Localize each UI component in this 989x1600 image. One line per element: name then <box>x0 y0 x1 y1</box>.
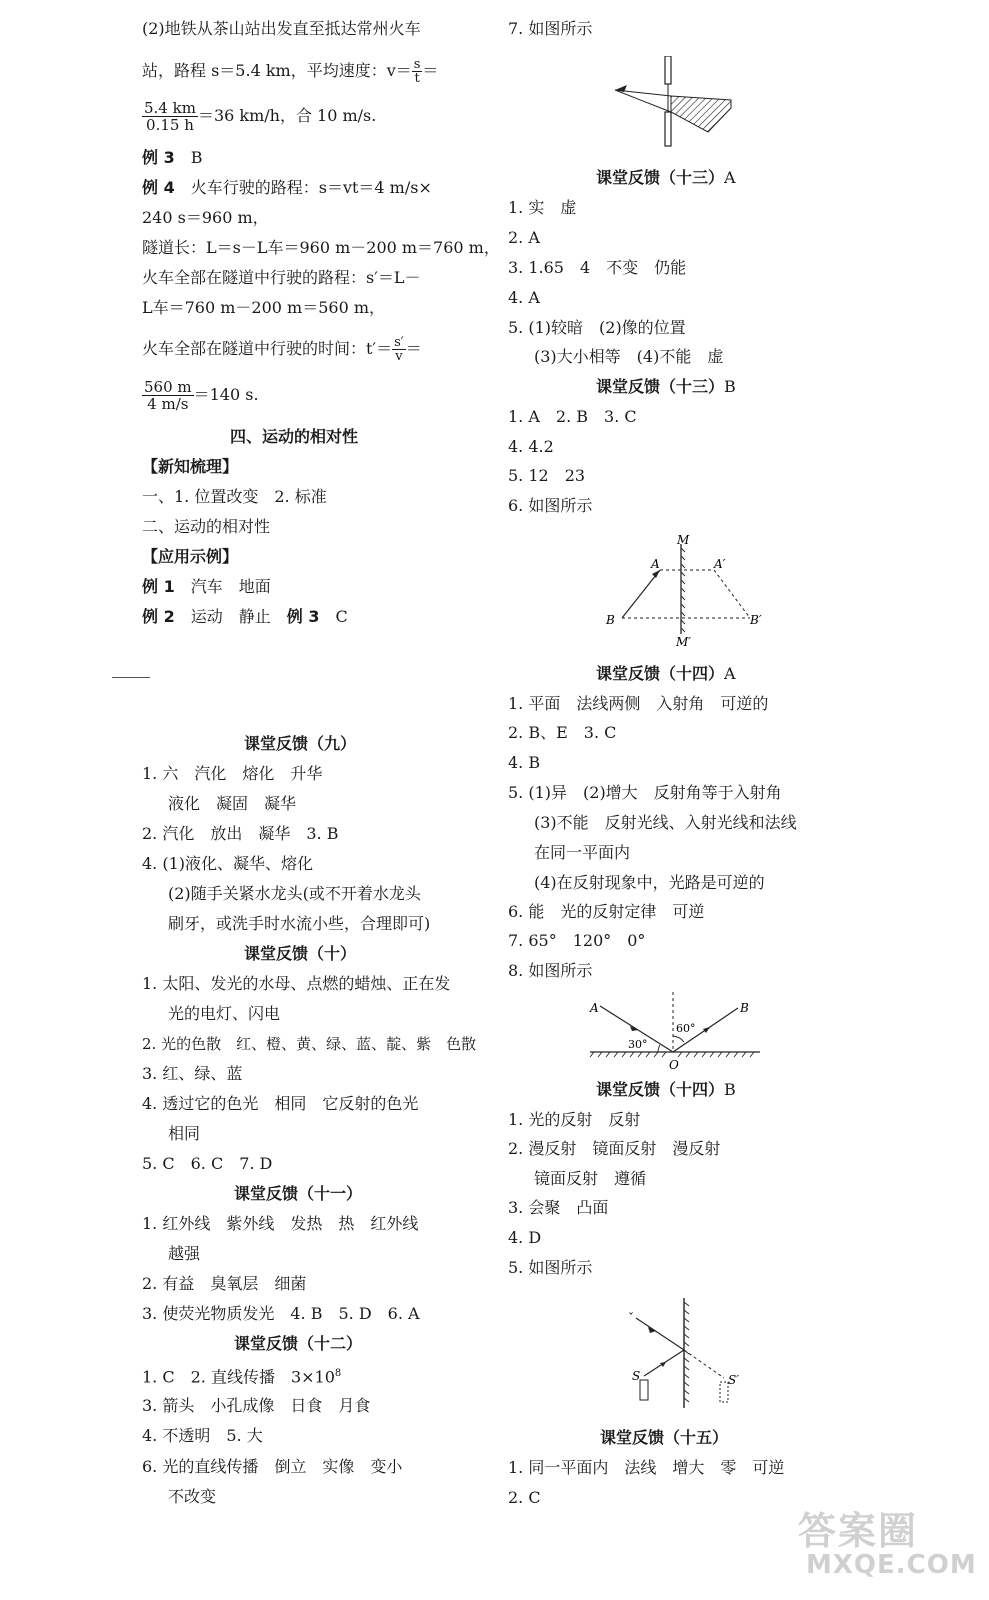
watermark-logo: 答案圈 <box>798 1509 919 1553</box>
example-label: 例 1 <box>142 577 175 596</box>
text-line: 240 s＝960 m， <box>142 208 269 227</box>
text-line <box>142 336 422 363</box>
text-line: 5. 12 23 <box>508 466 586 485</box>
example-label: 例 3 <box>286 607 320 626</box>
answer: 汽车 地面 <box>190 577 271 596</box>
answer: 火车行驶的路程：s＝vt＝4 m/s× <box>190 178 432 197</box>
label-b: B <box>740 1001 749 1015</box>
answer: B <box>190 148 203 167</box>
text-line: (3)大小相等 (4)不能 虚 <box>534 347 724 366</box>
text-line: 隧道长：L＝s－L车＝960 m－200 m＝760 m， <box>142 238 500 257</box>
text-line: 3. 红、绿、蓝 <box>142 1064 243 1083</box>
section-suffix: B <box>724 377 736 396</box>
text-line: 在同一平面内 <box>534 843 631 862</box>
text-part: ＝36 km/h，合 10 m/s. <box>197 106 377 125</box>
denominator: 4 m/s <box>147 395 189 413</box>
label-s: S <box>632 1369 641 1383</box>
text-line: 4. 透过它的色光 相同 它反射的色光 <box>142 1094 419 1113</box>
text-line: (2)随手关紧水龙头(或不开着水龙头 <box>168 884 421 903</box>
text-line: 越强 <box>168 1244 201 1263</box>
text-line: 不改变 <box>168 1487 217 1506</box>
text-line <box>142 607 348 627</box>
text-line: 2. 汽化 放出 凝华 3. B <box>142 824 339 843</box>
text-line: 4. B <box>508 753 541 772</box>
text-line: 1. 红外线 紫外线 发热 热 红外线 <box>142 1214 419 1233</box>
section-title-text: 课堂反馈（十四） <box>596 664 725 683</box>
section-title: 课堂反馈（十） <box>244 944 357 963</box>
text-line: 1. 六 汽化 熔化 升华 <box>142 764 323 783</box>
text-line: 液化 凝固 凝华 <box>168 794 297 813</box>
text-line: 1. 实 虚 <box>508 198 577 217</box>
text-line: 3. 1.65 4 不变 仍能 <box>508 258 687 277</box>
text-line: 镜面反射 遵循 <box>534 1169 647 1188</box>
text-line: 光的电灯、闪电 <box>168 1004 281 1023</box>
angle-incidence: 30° <box>628 1038 648 1051</box>
label-a-prime: A′ <box>714 557 726 571</box>
text-part: ＝ <box>405 339 422 358</box>
numerator: s <box>413 57 421 72</box>
text-part: 1. C 2. 直线传播 3×10 <box>142 1367 335 1387</box>
label-b-prime: B′ <box>750 613 762 627</box>
virtual-image-figure <box>626 1296 746 1416</box>
text-line: 1. 太阳、发光的水母、点燃的蜡烛、正在发 <box>142 974 451 993</box>
text-line: 5. C 6. C 7. D <box>142 1154 273 1173</box>
section-title: 课堂反馈（九） <box>244 734 357 753</box>
text-line: 相同 <box>168 1124 201 1143</box>
text-line: 6. 如图所示 <box>508 496 593 515</box>
text-line: 2. B、E 3. C <box>508 723 617 742</box>
denominator: 0.15 h <box>146 116 194 134</box>
text-line: (3)不能 反射光线、入射光线和法线 <box>534 813 797 832</box>
text-part: 站，路程 s＝5.4 km，平均速度：v＝ <box>142 61 412 80</box>
denominator: v <box>395 349 403 364</box>
fraction <box>392 336 406 363</box>
text-line: 7. 如图所示 <box>508 19 593 38</box>
fraction <box>142 100 198 133</box>
example-label: 例 3 <box>142 148 175 167</box>
example-label: 例 4 <box>142 178 175 197</box>
text-line: 1. 平面 法线两侧 入射角 可逆的 <box>508 694 769 713</box>
text-line: 6. 光的直线传播 倒立 实像 变小 <box>142 1457 403 1476</box>
text-line: 1. 同一平面内 法线 增大 零 可逆 <box>508 1458 785 1477</box>
text-line: 3. 会聚 凸面 <box>508 1198 609 1217</box>
section-title-text: 课堂反馈（十三） <box>596 377 725 396</box>
section-title <box>596 664 736 684</box>
text-line: 2. A <box>508 228 540 247</box>
numerator: 560 m <box>144 378 192 396</box>
section-title: 课堂反馈（十二） <box>234 1334 363 1353</box>
text-part: ＝140 s. <box>193 385 259 404</box>
section-title <box>596 377 736 397</box>
text-line: 二、运动的相对性 <box>142 517 271 536</box>
text-line <box>142 148 203 168</box>
text-line: 4. (1)液化、凝华、熔化 <box>142 854 314 873</box>
text-line: 7. 65° 120° 0° <box>508 931 646 950</box>
text-line: 4. A <box>508 288 540 307</box>
label-o: O <box>669 1058 679 1072</box>
text-line: 3. 使荧光物质发光 4. B 5. D 6. A <box>142 1304 420 1323</box>
label-a: A <box>651 557 660 571</box>
denominator: t <box>414 71 420 86</box>
text-part: 火车全部在隧道中行驶的时间：t′＝ <box>142 339 393 358</box>
label-s-prime: S′ <box>728 1373 739 1387</box>
top-mark: ˇ <box>628 1311 634 1325</box>
text-line: 8. 如图所示 <box>508 961 593 980</box>
section-title <box>596 1080 736 1100</box>
section-title: 四、运动的相对性 <box>230 427 359 446</box>
label-a: A <box>590 1001 599 1015</box>
section-suffix: B <box>724 1080 736 1099</box>
reflection-figure <box>588 990 768 1072</box>
text-line: 6. 能 光的反射定律 可逆 <box>508 902 705 921</box>
section-title <box>596 168 736 188</box>
fraction <box>412 58 423 85</box>
text-line: 一、1. 位置改变 2. 标准 <box>142 487 327 506</box>
text-line: 2. C <box>508 1488 541 1507</box>
text-line <box>142 178 432 198</box>
text-line: 5. 如图所示 <box>508 1258 593 1277</box>
subsection-label: 【新知梳理】 <box>142 457 239 476</box>
text-line: 火车全部在隧道中行驶的路程：s′＝L－ <box>142 268 421 287</box>
text-part: ＝ <box>422 61 439 80</box>
text-line <box>142 379 259 412</box>
answer: C <box>335 607 348 626</box>
text-line: (4)在反射现象中，光路是可逆的 <box>534 873 765 892</box>
text-line: 5. (1)异 (2)增大 反射角等于入射角 <box>508 783 782 802</box>
angle-reflection: 60° <box>676 1022 696 1035</box>
mirror-image-figure <box>604 534 774 649</box>
subsection-label: 【应用示例】 <box>142 547 239 566</box>
text-line: 2. 光的色散 红、橙、黄、绿、蓝、靛、紫 色散 <box>142 1035 477 1053</box>
answer: 运动 静止 <box>190 607 271 626</box>
text-line <box>142 58 438 85</box>
section-title: 课堂反馈（十一） <box>234 1184 363 1203</box>
fraction <box>142 379 194 412</box>
label-m: M <box>677 534 690 547</box>
superscript: 8 <box>334 1368 342 1379</box>
section-suffix: A <box>724 168 736 187</box>
text-line: L车＝760 m－200 m＝560 m， <box>142 298 386 317</box>
text-line: 1. A 2. B 3. C <box>508 407 637 426</box>
text-line <box>142 100 376 133</box>
text-line: 2. 有益 臭氧层 细菌 <box>142 1274 307 1293</box>
section-title-text: 课堂反馈（十四） <box>596 1080 725 1099</box>
label-m-prime: M′ <box>676 635 692 649</box>
text-line: 5. (1)较暗 (2)像的位置 <box>508 318 686 337</box>
text-line: 刷牙，或洗手时水流小些，合理即可) <box>168 914 431 933</box>
text-line: 4. 4.2 <box>508 437 554 456</box>
text-line: 1. 光的反射 反射 <box>508 1110 641 1129</box>
text-line: 4. 不透明 5. 大 <box>142 1426 263 1445</box>
label-b: B <box>606 613 615 627</box>
text-line: 4. D <box>508 1228 542 1247</box>
numerator: 5.4 km <box>144 99 196 117</box>
watermark-url: MXQE.COM <box>806 1550 977 1580</box>
section-suffix: A <box>724 664 736 683</box>
section-title-text: 课堂反馈（十三） <box>596 168 725 187</box>
example-label: 例 2 <box>142 607 175 626</box>
text-line: 3. 箭头 小孔成像 日食 月食 <box>142 1396 371 1415</box>
mirror-figure-1 <box>613 56 733 156</box>
section-title: 课堂反馈（十五） <box>600 1428 729 1447</box>
numerator: s′ <box>394 335 404 350</box>
text-line: (2)地铁从茶山站出发直至抵达常州火车 <box>142 19 421 38</box>
text-line: 2. 漫反射 镜面反射 漫反射 <box>508 1139 721 1158</box>
divider <box>112 677 150 678</box>
text-line <box>142 577 271 597</box>
text-line <box>142 1364 341 1387</box>
